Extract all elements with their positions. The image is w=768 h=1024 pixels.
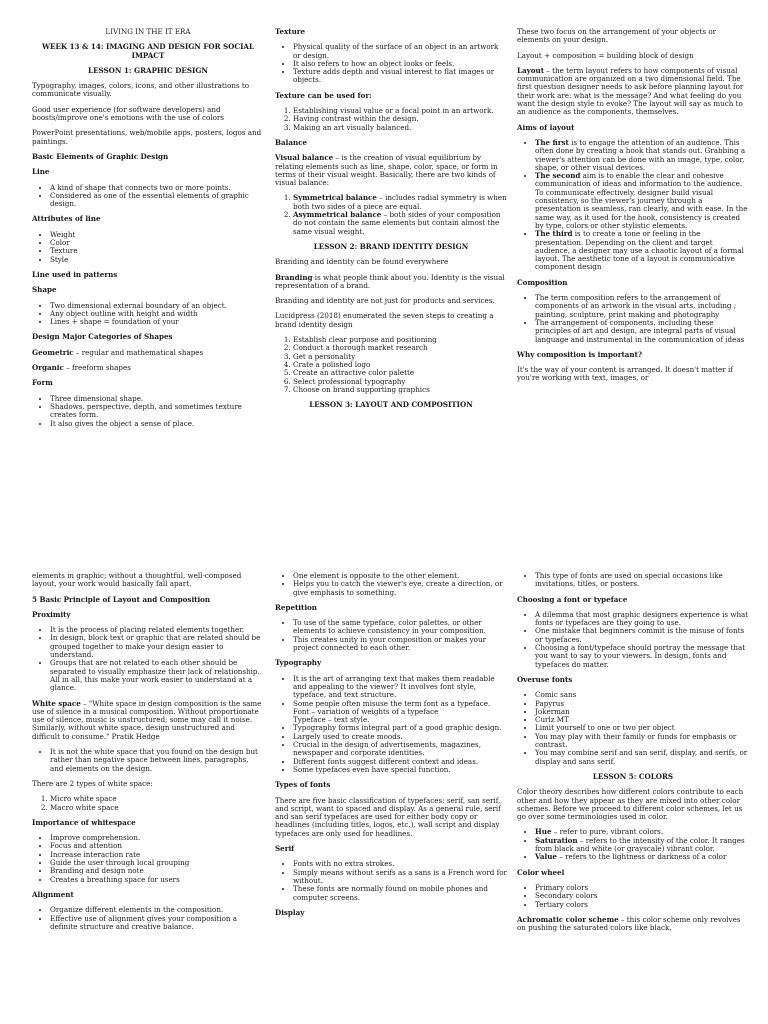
- paragraph: There are five basic classification of typefaces: serif, san serif, and script, want to spaced and display. As a general rule, serif and san serif typefaces are used for either body copy or headlines (including titles, logos, etc.), wall script and display typefaces are only used for headlines.: [275, 795, 501, 838]
- organic-definition: [32, 364, 264, 372]
- list-item: • Branding and design note: [50, 867, 264, 875]
- list-item: • You may play with their family or funds for emphasis or contrast.: [535, 733, 749, 750]
- list-item: • Guide the user through local grouping: [50, 859, 264, 867]
- list-item: • Color: [50, 239, 264, 247]
- list-item: • Largely used to create moods.: [293, 733, 507, 741]
- page2-column-2: [275, 572, 507, 924]
- paragraph: It's the way of your content is arranged. It doesn't matter if you're working with text, images, or: [517, 365, 733, 383]
- list-item: • Organize different elements in the composition.: [50, 906, 264, 914]
- list-item: • You may combine serif and san serif, display, and serifs, or display and sans serif.: [535, 749, 749, 766]
- list-item: [535, 230, 749, 271]
- definition: – the term layout refers to how components of visual communication are organized on a two dimensional field. The first question designer needs to ask before planning layout for their work are: what is the message? And what feeling do you want the design style to evoke? The layout will say as much to an audience as the components, themselves.: [517, 65, 744, 117]
- list-item: • Groups that are not related to each other should be separated to visually emphasize their lack of relationship. All in all, this make your work easier to understand at a glance.: [50, 659, 264, 692]
- list-item: • Typography forms integral part of a good graphic design.: [293, 724, 507, 732]
- heading-repetition: Repetition: [275, 602, 317, 612]
- list-item: • It also refers to how an object looks or feels.: [293, 60, 507, 68]
- term: Branding: [275, 272, 313, 282]
- heading-five-principles: 5 Basic Principle of Layout and Composition: [32, 594, 211, 604]
- list-item: • To use of the same typeface, color palettes, or other elements to achieve consistency in your composition.: [293, 619, 507, 636]
- layout-paragraph: [517, 67, 749, 117]
- list-item: [535, 139, 749, 172]
- list-item: • Choosing a font/typeface should portray the message that you want to say to your viewers. In design, fonts and typefaces do matter.: [535, 644, 749, 669]
- font-definition: Font – variation of weights of a typeface: [293, 706, 439, 716]
- list-item: • Considered as one of the essential elements of graphic design.: [50, 192, 264, 209]
- lesson1-title: LESSON 1: GRAPHIC DESIGN: [88, 65, 208, 75]
- list-item: • Limit yourself to one or two per object: [535, 724, 749, 732]
- page1-column-3: [517, 28, 749, 390]
- branding-paragraph: [275, 274, 507, 291]
- term: Asymmetrical balance: [293, 210, 382, 220]
- list-item: • Two dimensional external boundary of an object.: [50, 302, 264, 310]
- term: The third: [535, 229, 573, 239]
- list-item: 1. Micro white space: [50, 795, 264, 803]
- list-item: • Primary colors: [535, 884, 749, 892]
- era-title: LIVING IN THE IT ERA: [105, 27, 191, 36]
- paragraph: Good user experience (for software developers) and boosts/improve one's emotions with the use of colors: [32, 104, 224, 123]
- typography-list: [275, 675, 507, 775]
- page-bottom: [0, 512, 768, 1024]
- list-item: 2. Having contrast within the design.: [293, 115, 507, 123]
- heading-typography: Typography: [275, 658, 322, 668]
- choosing-list: [517, 611, 749, 669]
- heading-aims: Aims of layout: [517, 122, 575, 132]
- heading-choosing-font: Choosing a font or typeface: [517, 594, 628, 604]
- list-item: • It is the art of arranging text that makes them readable and appealing to the viewer? It involves font style, typeface, and text structure.: [293, 675, 507, 700]
- white-space-list: [32, 748, 264, 773]
- composition-list: [517, 294, 749, 344]
- heading-texture: Texture: [275, 27, 306, 36]
- list-item: • These fonts are normally found on mobile phones and computer screens.: [293, 885, 507, 902]
- paragraph: Branding and identity are not just for products and services.: [275, 296, 495, 306]
- paragraph: Lucidpress (2018) enumerated the seven steps to creating a brand identity design: [275, 311, 494, 329]
- heading-attributes: Attributes of line: [32, 214, 101, 224]
- list-item: • Improve comprehension.: [50, 834, 264, 842]
- proximity-list: [32, 626, 264, 692]
- list-item: • Tertiary colors: [535, 901, 749, 909]
- heading-color-wheel: Color wheel: [517, 867, 565, 877]
- list-item: 4. Crate a polished logo: [293, 361, 507, 369]
- heading-categories: Design Major Categories of Shapes: [32, 332, 173, 342]
- list-item: • Curlz MT: [535, 716, 749, 724]
- list-item: • It is not the white space that you found on the design but rather than negative space between lines, paragraphs, and elements on the design.: [50, 748, 264, 773]
- page1-column-1: [32, 28, 264, 435]
- paragraph: These two focus on the arrangement of your objects or elements on your design.: [517, 27, 717, 45]
- lesson5-title: LESSON 5: COLORS: [592, 771, 674, 781]
- list-item: • This creates unity in your composition or makes your project connected to each other.: [293, 636, 507, 653]
- list-item: • Different fonts suggest different context and ideas.: [293, 758, 507, 766]
- list-item: • One mistake that beginners commit is the misuse of fonts or typefaces.: [535, 627, 749, 644]
- visual-balance-paragraph: [275, 154, 507, 187]
- definition: – refers to the intensity of the color. It ranges from black and white (or grayscale) vibrant color.: [535, 835, 745, 854]
- list-item: • Style: [50, 256, 264, 264]
- typeface-definition: Typeface – text style.: [293, 715, 370, 725]
- definition: – is the creation of visual equilibrium by relating elements such as line, shape, color, space, or form in terms of their visual weight. Basically, there are two kinds of visual balance:: [275, 153, 498, 188]
- list-item: • Helps you to catch the viewer's eye, create a direction, or give emphasis to something.: [293, 580, 507, 597]
- overuse-list: [517, 691, 749, 766]
- heading-balance: Balance: [275, 137, 308, 147]
- list-item: • Focus and attention: [50, 842, 264, 850]
- definition: – refer to pure, vibrant colors.: [551, 827, 664, 837]
- white-space-paragraph: [32, 700, 264, 741]
- list-item: • Effective use of alignment gives your composition a definite structure and creative balance.: [50, 915, 264, 932]
- definition: – freeform shapes: [63, 363, 131, 373]
- list-item: • Secondary colors: [535, 892, 749, 900]
- lesson3-title: LESSON 3: LAYOUT AND COMPOSITION: [309, 400, 473, 410]
- list-item: • Creates a breathing space for users: [50, 876, 264, 884]
- texture-list: [275, 43, 507, 84]
- heading-serif: Serif: [275, 844, 295, 854]
- list-item: 5. Create an attractive color palette: [293, 369, 507, 377]
- list-item: [293, 700, 507, 725]
- balance-list: [275, 194, 507, 235]
- list-item: 6. Select professional typography: [293, 378, 507, 386]
- list-item: • Increase interaction rate: [50, 851, 264, 859]
- white-space-types-list: [32, 795, 264, 812]
- list-item: • Three dimensional shape.: [50, 395, 264, 403]
- heading-shape: Shape: [32, 285, 57, 295]
- line-list: [32, 184, 264, 209]
- achromatic-paragraph: [517, 916, 749, 933]
- heading-why-composition: Why composition is important?: [517, 349, 643, 359]
- heading-overuse-fonts: Overuse fonts: [517, 674, 573, 684]
- list-item: 2. Conduct a thorough market research: [293, 344, 507, 352]
- heading-display: Display: [275, 907, 305, 917]
- list-item: • In design, block text or graphic that are related should be grouped together to make your design easier to understand.: [50, 634, 264, 659]
- heading-composition: Composition: [517, 277, 568, 287]
- list-item: 3. Get a personality: [293, 353, 507, 361]
- lesson2-title: LESSON 2: BRAND IDENTITY DESIGN: [313, 241, 469, 251]
- term: Saturation: [535, 835, 578, 845]
- list-item: 1. Establish clear purpose and positioning: [293, 336, 507, 344]
- list-item: • Fonts with no extra strokes.: [293, 860, 507, 868]
- alignment-list: [32, 906, 264, 931]
- definition: – regular and mathematical shapes: [73, 347, 204, 357]
- list-item: • Papyrus: [535, 700, 749, 708]
- term: White space: [32, 698, 81, 708]
- definition: aim is to enable the clear and cohesive communication of ideas and information to the audience. To communicate effectively, designer build visual consistency, so the viewer's journey through a presentation is seamless, ran clearly, and with ease. In the same way, as it used for the hook, consistency is created by type, colors or other stylistic elements.: [535, 171, 748, 230]
- list-item: [293, 211, 507, 236]
- list-item: • Some typefaces even have special function.: [293, 766, 507, 774]
- shape-list: [32, 302, 264, 327]
- term: Symmetrical balance: [293, 193, 377, 203]
- definition: – "White space in design composition is the same use of silence in a musical composition. Without proportionate use of silence, music is unstructured; some may call it noise. Similarly, without white space, design unstructured and difficult to consume." Pratik Hedge: [32, 698, 262, 741]
- term: Value: [535, 852, 557, 862]
- paragraph: There are 2 types of white space:: [32, 778, 153, 788]
- list-item: [535, 172, 749, 230]
- list-item: [535, 837, 749, 854]
- list-item: • It also gives the object a sense of place.: [50, 420, 264, 428]
- page2-column-1: [32, 572, 264, 938]
- term: Visual balance: [275, 153, 334, 163]
- term: Achromatic color scheme: [517, 914, 619, 924]
- heading-line: Line: [32, 167, 50, 177]
- list-item: • It is the process of placing related elements together.: [50, 626, 264, 634]
- paragraph: Layout + composition = building block of design: [517, 50, 694, 60]
- page2-column-3: [517, 572, 749, 939]
- serif-list: [275, 860, 507, 901]
- form-list: [32, 395, 264, 428]
- list-item: 1. Establishing visual value or a focal point in an artwork.: [293, 107, 507, 115]
- list-item: 3. Making an art visually balanced.: [293, 124, 507, 132]
- geometric-definition: [32, 349, 264, 357]
- heading-texture-used: Texture can be used for:: [275, 90, 372, 100]
- list-item: [535, 853, 749, 861]
- list-item: • Physical quality of the surface of an object in an artwork or design.: [293, 43, 507, 60]
- paragraph: elements in graphic; without a thoughtful, well-composed layout, your work would basically fall apart.: [32, 571, 242, 589]
- list-item: 7. Choose on brand supporting graphics: [293, 386, 507, 394]
- paragraph: PowerPoint presentations, web/mobile apps, posters, logos and paintings.: [32, 128, 262, 146]
- list-item: • Simply means without serifs as a sans is a French word for without.: [293, 869, 507, 886]
- term: Hue: [535, 827, 552, 837]
- item-text: Some people often misuse the term font as a typeface.: [293, 698, 491, 708]
- list-item: • The arrangement of components, including these principles of art and design, are integral parts of visual language and instrumental in the communication of ideas: [535, 319, 749, 344]
- repetition-list: [275, 619, 507, 652]
- texture-used-list: [275, 107, 507, 132]
- term: The first: [535, 137, 569, 147]
- aims-list: [517, 139, 749, 272]
- list-item: • Crucial in the design of advertisements, magazines, newspaper and corporate identities.: [293, 741, 507, 758]
- definition: – includes radial symmetry is when both two sides of a piece are equal.: [293, 193, 507, 211]
- list-item: • The term composition refers to the arrangement of components of an artwork in the visual arts, including ; painting, sculpture, print making and photography: [535, 294, 749, 319]
- list-item: • Any object outline with height and width: [50, 310, 264, 318]
- term: The second: [535, 171, 581, 181]
- list-item: • Shadows, perspective, depth, and sometimes texture creates form.: [50, 403, 264, 420]
- definition: is to engage the attention of an audience. This often done by creating a hook that stands out. Grabbing a viewer's attention can be done with an image, type, color, shape, or other visual devices.: [535, 137, 746, 172]
- steps-list: [275, 336, 507, 394]
- heading-alignment: Alignment: [32, 889, 74, 899]
- importance-list: [32, 834, 264, 884]
- list-item: • Texture adds depth and visual interest to flat images or objects.: [293, 68, 507, 85]
- heading-basic-elements: Basic Elements of Graphic Design: [32, 151, 169, 161]
- heading-form: Form: [32, 378, 53, 388]
- heading-importance: Importance of whitespace: [32, 817, 136, 827]
- definition: is what people think about you. Identity is the visual representation of a brand.: [275, 272, 505, 290]
- definition: – both sides of your composition do not contain the same elements but contain almost the same visual weight.: [293, 210, 501, 236]
- color-wheel-list: [517, 884, 749, 909]
- contrast-list: [275, 572, 507, 597]
- list-item: • Weight: [50, 231, 264, 239]
- list-item: 2. Macro white space: [50, 804, 264, 812]
- display-list: [517, 572, 749, 589]
- list-item: [293, 194, 507, 211]
- term: Geometric: [32, 347, 74, 357]
- list-item: • Lines + shape = foundation of your: [50, 318, 264, 326]
- paragraph: Typography, images, colors, icons, and other illustrations to communicate visually.: [32, 81, 250, 99]
- list-item: • A dilemma that most graphic designers experience is what fonts or typefaces are they going to use.: [535, 611, 749, 628]
- paragraph: Color theory describes how different colors contribute to each other and how they appear as they are mixed into other color schemes. Before we proceed to different color schemes, let us go over some terminologies used in color.: [517, 787, 744, 822]
- list-item: • Jokerman: [535, 708, 749, 716]
- attributes-list: [32, 231, 264, 264]
- heading-patterns: Line used in patterns: [32, 269, 118, 279]
- heading-proximity: Proximity: [32, 609, 71, 619]
- heading-types-of-fonts: Types of fonts: [275, 780, 331, 790]
- term: Organic: [32, 363, 64, 373]
- definition: – this color scheme only revolves on pushing the saturated colors like black,: [517, 914, 741, 933]
- list-item: • A kind of shape that connects two or more points.: [50, 184, 264, 192]
- color-terms-list: [517, 828, 749, 861]
- week-title: WEEK 13 & 14: IMAGING AND DESIGN FOR SOCIAL IMPACT: [41, 42, 254, 60]
- paragraph: Branding and identity can be found everywhere: [275, 257, 449, 267]
- term: Layout: [517, 65, 545, 75]
- list-item: • One element is opposite to the other element.: [293, 572, 507, 580]
- definition: – refers to the lightness or darkness of a color: [556, 852, 727, 862]
- list-item: • This type of fonts are used on special occasions like invitations, titles, or posters.: [535, 572, 749, 589]
- definition: is to create a tone or feeling in the presentation. Depending on the client and target audience, a designer may use a chaotic layout of a formal layout. The aesthetic tone of a layout is communicative component design: [535, 229, 744, 272]
- page1-column-2: [275, 28, 507, 416]
- list-item: • Texture: [50, 247, 264, 255]
- list-item: • Comic sans: [535, 691, 749, 699]
